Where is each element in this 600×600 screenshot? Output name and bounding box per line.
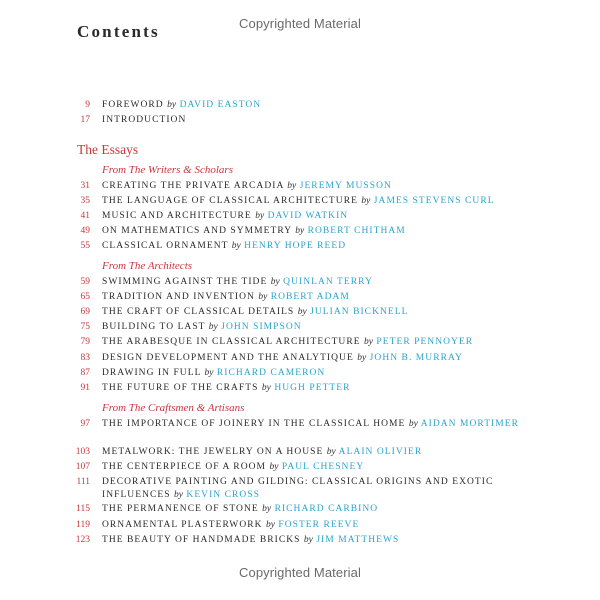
toc-entry (0, 225, 600, 239)
toc-entry (0, 476, 600, 504)
entry-text (102, 321, 522, 334)
toc-entry (0, 519, 600, 533)
entry-text (102, 446, 522, 459)
page-number: 35 (80, 196, 90, 206)
entry-text (102, 180, 522, 193)
entry-author: KEVIN CROSS (186, 489, 260, 500)
entry-title: DECORATIVE PAINTING AND GILDING: CLASSICAL ORIGINS AND EXOTIC INFLUENCES (102, 477, 494, 500)
entry-text (102, 240, 522, 253)
page-number: 9 (85, 100, 90, 110)
toc-entry (0, 195, 600, 209)
page-number: 75 (80, 322, 90, 332)
entry-title: THE CENTERPIECE OF A ROOM (102, 462, 267, 472)
group-heading: From The Writers & Scholars (102, 164, 233, 176)
entry-text (102, 352, 522, 365)
page-number: 111 (76, 477, 90, 487)
page-number: 49 (80, 226, 90, 236)
by-label: by (204, 368, 214, 378)
entry-author: ROBERT CHITHAM (307, 226, 406, 236)
page-number: 65 (80, 292, 90, 302)
by-label: by (361, 196, 371, 206)
group-heading: From The Architects (102, 260, 193, 272)
entry-text (102, 306, 522, 319)
entry-text (102, 367, 522, 380)
entry-author: RICHARD CARBINO (274, 504, 379, 514)
entry-title: ON MATHEMATICS AND SYMMETRY (102, 226, 292, 236)
toc-entry (0, 99, 600, 113)
page-number: 115 (76, 504, 90, 514)
entry-author: FOSTER REEVE (278, 520, 360, 530)
entry-title: DRAWING IN FULL (102, 368, 202, 378)
page-number: 107 (75, 462, 90, 472)
toc-entry (0, 321, 600, 335)
entry-title: THE ARABESQUE IN CLASSICAL ARCHITECTURE (102, 337, 361, 347)
by-label: by (269, 462, 279, 472)
page-number: 87 (80, 368, 90, 378)
entry-author: HUGH PETTER (274, 383, 351, 393)
toc-entry (0, 352, 600, 366)
by-label: by (208, 322, 218, 332)
entry-title: CREATING THE PRIVATE ARCADIA (102, 181, 284, 191)
by-label: by (303, 535, 313, 545)
entry-title: THE FUTURE OF THE CRAFTS (102, 383, 259, 393)
entry-title: BUILDING TO LAST (102, 322, 206, 332)
toc-entry (0, 382, 600, 396)
entry-title: INTRODUCTION (102, 115, 187, 125)
by-label: by (364, 337, 373, 347)
by-label: by (297, 307, 307, 317)
by-label: by (167, 100, 177, 110)
toc-entry (0, 306, 600, 320)
toc-entry (0, 180, 600, 194)
watermark-bottom: Copyrighted Material (239, 565, 361, 580)
entry-text (102, 276, 522, 289)
entry-text (102, 195, 522, 208)
page-number: 17 (80, 115, 90, 125)
entry-title: METALWORK: THE JEWELRY ON A HOUSE (102, 447, 324, 457)
by-label: by (174, 489, 183, 500)
entry-title: THE PERMANENCE OF STONE (102, 504, 259, 514)
entry-text (102, 336, 522, 349)
entry-author: JIM MATTHEWS (316, 535, 400, 545)
by-label: by (262, 504, 272, 514)
page-number: 59 (80, 277, 90, 287)
page-number: 119 (76, 520, 90, 530)
toc-entry (0, 418, 600, 446)
by-label: by (265, 520, 275, 530)
entry-author: JEREMY MUSSON (299, 181, 392, 191)
page-number: 83 (80, 353, 90, 363)
page-number: 91 (80, 383, 90, 393)
entry-author: DAVID WATKIN (267, 211, 349, 221)
toc-entry (0, 336, 600, 350)
by-label: by (261, 383, 271, 393)
entry-author: AIDAN MORTIMER (420, 419, 520, 429)
toc-entry (0, 291, 600, 305)
page-number: 79 (80, 337, 90, 347)
entry-author: DAVID EASTON (179, 100, 262, 110)
toc-entry (0, 367, 600, 381)
entry-author: JULIAN BICKNELL (310, 307, 409, 317)
toc-entry (0, 534, 600, 548)
entry-title: MUSIC AND ARCHITECTURE (102, 211, 252, 221)
entry-text (102, 114, 522, 127)
entry-title: CLASSICAL ORNAMENT (102, 241, 229, 251)
entry-text (102, 210, 522, 223)
page-number: 69 (80, 307, 90, 317)
toc-entry (0, 210, 600, 224)
entry-text (102, 461, 522, 474)
entry-text (102, 503, 522, 516)
entry-text (102, 99, 522, 112)
entry-title: THE LANGUAGE OF CLASSICAL ARCHITECTURE (102, 196, 358, 206)
entry-text (102, 382, 522, 395)
page-number: 31 (80, 181, 90, 191)
entry-author: QUINLAN TERRY (283, 277, 373, 287)
by-label: by (270, 277, 280, 287)
entry-text (102, 225, 522, 238)
by-label: by (287, 181, 297, 191)
entry-author: JOHN SIMPSON (221, 322, 302, 332)
entry-author: PAUL CHESNEY (281, 462, 365, 472)
entry-text (102, 291, 522, 304)
page-number: 103 (75, 447, 90, 457)
toc-entry (0, 114, 600, 128)
toc-entry (0, 240, 600, 254)
by-label: by (231, 241, 241, 251)
page-number: 55 (80, 241, 90, 251)
entry-title: THE CRAFT OF CLASSICAL DETAILS (102, 307, 295, 317)
by-label: by (295, 226, 305, 236)
by-label: by (255, 211, 265, 221)
entry-title: THE BEAUTY OF HANDMADE BRICKS (102, 535, 301, 545)
by-label: by (258, 292, 268, 302)
contents-title: Contents (77, 22, 160, 41)
section-title-essays: The Essays (77, 142, 139, 157)
entry-title: ORNAMENTAL PLASTERWORK (102, 520, 263, 530)
entry-text (102, 476, 522, 501)
by-label: by (357, 353, 367, 363)
entry-author: JAMES STEVENS CURL (373, 196, 495, 206)
entry-title: DESIGN DEVELOPMENT AND THE ANALYTIQUE (102, 353, 354, 363)
watermark-top: Copyrighted Material (239, 16, 361, 31)
page-number: 41 (80, 211, 90, 221)
entry-text (102, 534, 522, 547)
page-number: 123 (75, 535, 90, 545)
entry-title: SWIMMING AGAINST THE TIDE (102, 277, 268, 287)
toc-entry (0, 503, 600, 517)
entry-author: RICHARD CAMERON (216, 368, 326, 378)
entry-text (102, 418, 522, 431)
toc-entry (0, 446, 600, 460)
entry-text (102, 519, 522, 532)
by-label: by (326, 447, 336, 457)
entry-author: JOHN B. MURRAY (369, 353, 463, 363)
entry-author: HENRY HOPE REED (244, 241, 347, 251)
by-label: by (408, 419, 418, 429)
page-number: 97 (80, 419, 90, 429)
group-heading: From The Craftsmen & Artisans (102, 402, 245, 414)
entry-title: THE IMPORTANCE OF JOINERY IN THE CLASSICAL HOME (102, 419, 406, 429)
entry-author: PETER PENNOYER (376, 337, 474, 347)
entry-title: TRADITION AND INVENTION (102, 292, 255, 302)
toc-entry (0, 276, 600, 290)
entry-author: ROBERT ADAM (270, 292, 350, 302)
entry-title: FOREWORD (102, 100, 164, 110)
toc-entry (0, 461, 600, 475)
entry-author: ALAIN OLIVIER (338, 447, 423, 457)
